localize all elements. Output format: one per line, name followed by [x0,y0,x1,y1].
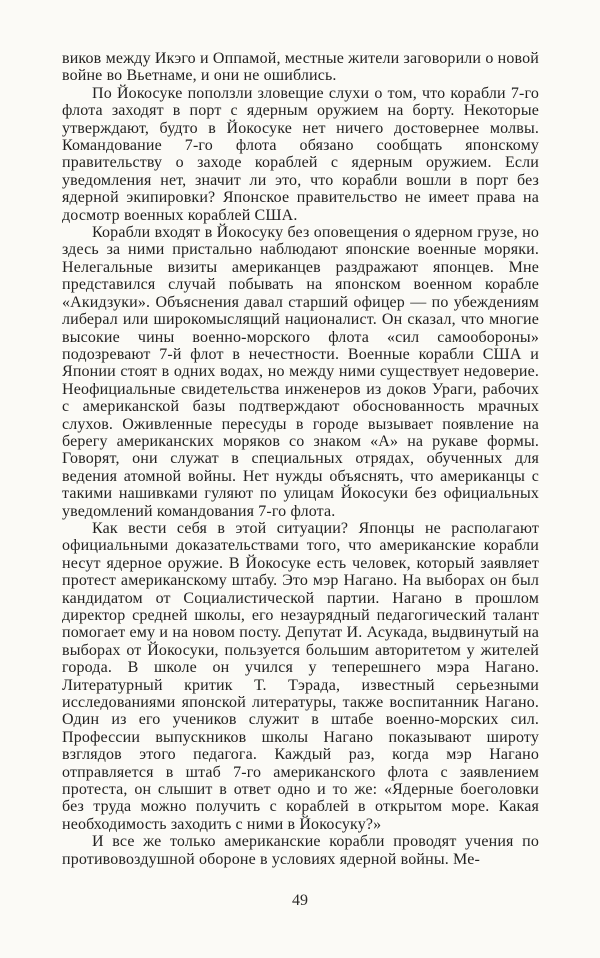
paragraph: Как вести себя в этой ситуации? Японцы не располагают официальными доказательствами того, что американские корабли несут ядерное оружие. В Йокосуке есть человек, который заявляет протест американскому штабу. Это мэр Нагано. На выборах он был кандидатом от Социалистической партии. Нагано в прошлом директор средней школы, его незаурядный педагогический талант помогает ему и на новом посту. Депутат И. Асукада, выдвинутый на выборах от Йокосуки, пользуется большим авторитетом у жителей города. В школе он учился у теперешнего мэра Нагано. Литературный критик Т. Тэрада, известный серьезными исследованиями японской литературы, также воспитанник Нагано. Один из его учеников служит в штабе военно-морских сил. Профессии выпускников школы Нагано показывают широту взглядов этого педагога. Каждый раз, когда мэр Нагано отправляется в штаб 7-го американского флота с заявлением протеста, он слышит в ответ одно и то же: «Ядерные боеголовки без труда можно получить с кораблей в открытом море. Какая необходимость заходить с ними в Йокосуку?» [62,519,539,833]
paragraph: Корабли входят в Йокосуку без оповещения о ядерном грузе, но здесь за ними пристально наблюдают японские военные моряки. Нелегальные визиты американцев раздражают японцев. Мне представился случай побывать на японском военном корабле «Акидзуки». Объяснения давал старший офицер — по убеждениям либерал или широкомыслящий националист. Он сказал, что многие высокие чины военно-морского флота «сил самообороны» подозревают 7-й флот в нечестности. Военные корабли США и Японии стоят в одних водах, но между ними существует недоверие. Неофициальные свидетельства инженеров из доков Ураги, рабочих с американской базы подтверждают обоснованность мрачных слухов. Оживленные пересуды в городе вызывает появление на берегу американских моряков со знаком «А» на рукаве формы. Говорят, они служат в специальных отрядах, обученных для ведения атомной войны. Нет нужды объяснять, что американцы с такими нашивками гуляют по улицам Йокосуки без официальных уведомлений командования 7-го флота. [62,224,539,520]
page-number: 49 [292,892,308,909]
paragraph: виков между Икэго и Оппамой, местные жители заговорили о новой войне во Вьетнаме, и они не ошиблись. [62,50,539,85]
text-block [62,50,539,868]
paragraph: И все же только американские корабли проводят учения по противовоздушной обороне в условиях ядерной войны. Ме- [62,833,539,868]
paragraph: По Йокосуке поползли зловещие слухи о том, что корабли 7-го флота заходят в порт с ядерным оружием на борту. Некоторые утверждают, будто в Йокосуке нет ничего достовернее молвы. Командование 7-го флота обязано сообщать японскому правительству о заходе кораблей с ядерным оружием. Если уведомления нет, значит ли это, что корабли вошли в порт без ядерной экипировки? Японское правительство не имеет права на досмотр военных кораблей США. [62,84,539,224]
